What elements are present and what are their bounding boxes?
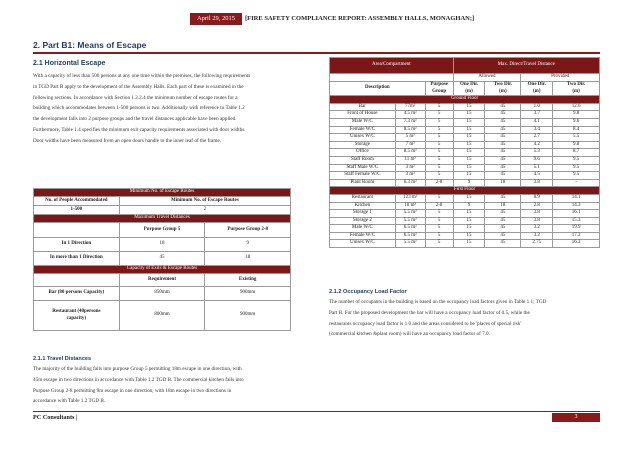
table-header: Existing: [205, 274, 291, 287]
table-cell: 9: [453, 179, 485, 187]
room-name-cell: Bar: [330, 103, 396, 111]
table-cell: 18: [485, 202, 521, 210]
table-cell: 14.1: [553, 194, 600, 202]
table-cell: 15: [453, 217, 485, 225]
table-row-label: In 1 Direction: [34, 238, 120, 252]
table-cell: 8.7: [553, 149, 600, 157]
table-row: [330, 134, 600, 142]
section-rule: [33, 52, 600, 54]
table-cell: 4.5 m²: [395, 111, 425, 119]
header-line: (m): [465, 88, 473, 94]
table-cell: 7.3 m²: [395, 118, 425, 126]
room-name-cell: Front of House: [330, 111, 396, 119]
table-cell: 6.5 m²: [395, 225, 425, 233]
table-cell: 15: [453, 172, 485, 180]
table-cell: 6.3 m²: [395, 179, 425, 187]
table-cell: 45: [119, 252, 205, 266]
table-cell: 16.1: [553, 210, 600, 218]
table-cell: 5: [425, 232, 453, 240]
text-line: Part B. For the proposed development the bar will have a occupancy load factor of 0.5, while the: [329, 309, 530, 316]
escape-requirements-table: [33, 188, 291, 331]
first-floor-banner: First Floor: [330, 187, 600, 195]
table-cell: 3.2: [521, 232, 553, 240]
table-cell: 4.5: [521, 172, 553, 180]
table-cell: [330, 74, 454, 82]
heading-occupancy-load-factor: 2.1.2 Occupancy Load Factor: [329, 289, 407, 295]
heading-travel-distances: 2.1.1 Travel Distances: [33, 356, 92, 362]
table-cell: 5: [425, 111, 453, 119]
header-date: April 29, 2015: [190, 13, 242, 25]
text-line: The majority of the building falls into purpose Group 5 permitting 18m escape in one direction, with: [33, 366, 242, 372]
page-footer: [33, 411, 600, 423]
table-row: [330, 126, 600, 134]
room-name-cell: Staff Female W/C: [330, 172, 396, 180]
table-cell: 5: [425, 134, 453, 142]
header-line: Purpose: [430, 82, 448, 87]
table-cell: 1.0: [521, 103, 553, 111]
text-line: Purpose Group 2-8 permitting 9m escape in one direction, with 18m escape in two directions in: [33, 387, 232, 394]
table-cell: -: [553, 179, 600, 187]
table-cell: [34, 223, 120, 238]
room-name-cell: Kitchen: [330, 202, 396, 210]
table-cell: 9.6: [553, 118, 600, 126]
table-cell: 5: [425, 103, 453, 111]
table-cell: 3.8: [521, 210, 553, 218]
text-line: Door widths have been measured from an open doors handle to the inner leaf of the frame.: [33, 137, 221, 144]
table-row: [330, 225, 600, 233]
table-row: [330, 118, 600, 126]
table-cell: 3.4: [521, 126, 553, 134]
table-cell: 2.8: [521, 202, 553, 210]
room-name-cell: Storage 1: [330, 210, 396, 218]
table-cell: 5.5 m²: [395, 210, 425, 218]
table-cell: 4.2: [521, 141, 553, 149]
header-line: (m): [572, 88, 580, 94]
first-floor-rows: [330, 194, 600, 247]
table-cell: 9.8: [553, 111, 600, 119]
table-cell: 45: [485, 141, 521, 149]
travel-distance-table: [329, 57, 600, 248]
table-cell: 9.6: [521, 156, 553, 164]
table-cell: 5: [425, 141, 453, 149]
header-line: Group: [432, 88, 447, 94]
table-cell: 3.8: [521, 179, 553, 187]
table-row: [330, 217, 600, 225]
table-cell: 5: [425, 240, 453, 248]
room-name-cell: Storage 2: [330, 217, 396, 225]
text-line: accordance with Table 1.2 TGD B.: [33, 398, 106, 405]
table-row-label: Bar (80 persons Capacity): [34, 287, 120, 301]
text-line: the development falls into 2 purpose groups and the travel distances applicable have been applied.: [33, 116, 237, 123]
table-cell: 123 m²: [395, 194, 425, 202]
room-name-cell: Male W/C: [330, 118, 396, 126]
table-cell: 5: [425, 225, 453, 233]
table-cell: 18: [205, 252, 291, 266]
text-line: (commercial kitchen &plant room) will have an occupancy load factor of 7.0.: [329, 331, 490, 338]
table-header: Minimum No. of Escape Routes: [119, 197, 290, 206]
table-cell: 45: [485, 217, 521, 225]
table-cell: 45: [485, 126, 521, 134]
header-line: (m): [532, 88, 541, 94]
paragraph-travel-distances: [33, 364, 305, 407]
table-cell: 9.5: [553, 156, 600, 164]
table-cell: 45: [485, 210, 521, 218]
text-line: in TGD Part B apply to the development of the Assembly Halls. Each part of these is examined in the: [33, 83, 244, 90]
text-line: following sections. In accordance with Section 1.2.2.4 the minimum number of escape routes for a: [33, 94, 238, 101]
table-cell: 9: [453, 202, 485, 210]
table-row: [330, 141, 600, 149]
table-row: [330, 156, 600, 164]
table-cell: 17.2: [553, 232, 600, 240]
text-line: 45m escape in two directions in accordance with Table 1.2 TGD B. The commercial kitchen falls into: [33, 376, 244, 383]
table-cell: 5: [425, 164, 453, 172]
table-cell: 45: [485, 118, 521, 126]
table-title: Capacity of Exits & Escape Routes: [34, 266, 291, 274]
page-number: 3: [552, 413, 600, 422]
table-cell: 9: [205, 238, 291, 252]
table-cell: 5: [425, 149, 453, 157]
text-line: The number of occupants in the building is based on the occupancy load factors given in Table 1.1; TGD: [329, 299, 547, 305]
table-cell: 45: [485, 103, 521, 111]
paragraph-horizontal-escape: [33, 71, 305, 147]
table-cell: 45: [485, 194, 521, 202]
table-cell: 45: [485, 240, 521, 248]
table-cell: 18: [119, 238, 205, 252]
table-cell: 45: [485, 111, 521, 119]
table-cell: 7 m²: [395, 141, 425, 149]
table-row-label: In more than 1 Direction: [34, 252, 120, 266]
table-row: [330, 210, 600, 218]
table-cell: 5: [425, 126, 453, 134]
room-name-cell: Unisex W/C: [330, 134, 396, 142]
table-cell: 5: [425, 118, 453, 126]
table-cell: 5.5 m²: [395, 217, 425, 225]
table-cell: 15: [453, 118, 485, 126]
one-dir-header: [521, 82, 553, 96]
room-name-cell: Staff Room: [330, 156, 396, 164]
table-cell: 900mm: [205, 301, 291, 331]
table-cell: 15: [453, 126, 485, 134]
room-name-cell: Male W/C: [330, 225, 396, 233]
table-cell: 45: [485, 164, 521, 172]
table-cell: 9.5: [553, 164, 600, 172]
one-dir-header: [453, 82, 485, 96]
row-label-line: capacity): [66, 315, 87, 321]
table-cell: 2.75: [521, 240, 553, 248]
table-cell: 15: [453, 156, 485, 164]
table-cell: 15: [453, 210, 485, 218]
column-group-header: Max. Direct/Travel Distance: [453, 58, 599, 74]
heading-horizontal-escape: 2.1 Horizontal Escape: [33, 60, 106, 67]
table-cell: 15: [453, 164, 485, 172]
row-label-line: Restaurant (40persons: [52, 308, 101, 314]
table-cell: 3.7: [521, 111, 553, 119]
table-cell: 5 m²: [395, 134, 425, 142]
table-cell: 800mm: [119, 301, 205, 331]
table-cell: 45: [485, 156, 521, 164]
table-row: [330, 164, 600, 172]
table-cell: 2-8: [425, 202, 453, 210]
table-cell: 850mm: [119, 287, 205, 301]
table-title: Minimum No. of Escape Routes: [34, 189, 291, 197]
table-cell: 45: [485, 149, 521, 157]
table-cell: 15: [453, 141, 485, 149]
table-row: [330, 149, 600, 157]
table-title: Maximum Travel Distances: [34, 215, 291, 223]
table-header: Requirement: [119, 274, 205, 287]
table-cell: 8.9: [521, 194, 553, 202]
table-cell: 5: [425, 217, 453, 225]
table-row: [330, 202, 600, 210]
footer-company: PC Consultants |: [33, 414, 78, 421]
table-cell: 5: [425, 194, 453, 202]
table-cell: 5: [425, 210, 453, 218]
table-cell: 18 m²: [395, 202, 425, 210]
table-cell: 8.4: [553, 126, 600, 134]
header-line: (m): [499, 88, 507, 94]
table-cell: 15: [453, 194, 485, 202]
table-cell: 4.1: [521, 118, 553, 126]
table-cell: 2: [119, 206, 290, 215]
purpose-group-header: [425, 82, 453, 96]
table-cell: 15: [453, 111, 485, 119]
table-cell: 77m²: [395, 103, 425, 111]
table-cell: 45: [485, 232, 521, 240]
ground-floor-banner: Ground Floor: [330, 96, 600, 104]
table-cell: [34, 274, 120, 287]
room-name-cell: Female W/C: [330, 126, 396, 134]
table-row-label: [34, 301, 120, 331]
table-cell: 15: [453, 225, 485, 233]
table-row: [330, 232, 600, 240]
page-header: [33, 13, 600, 25]
table-row: [330, 194, 600, 202]
room-name-cell: Storage: [330, 141, 396, 149]
text-line: With a capacity of less than 500 persons at any one time within the premises, the following requirements: [33, 73, 251, 79]
table-row: [330, 172, 600, 180]
table-cell: 8.5 m²: [395, 126, 425, 134]
table-cell: 15: [453, 134, 485, 142]
table-cell: 1-500: [34, 206, 120, 215]
table-cell: 5.5: [553, 134, 600, 142]
table-cell: 11 m²: [395, 156, 425, 164]
table-cell: 45: [485, 172, 521, 180]
table-cell: 45: [485, 225, 521, 233]
paragraph-occupancy-load-factor: [329, 297, 600, 340]
section-title: 2. Part B1: Means of Escape: [33, 40, 147, 50]
ground-floor-rows: [330, 103, 600, 187]
table-cell: 19.9: [553, 225, 600, 233]
table-cell: 15: [453, 240, 485, 248]
two-dir-header: [485, 82, 521, 96]
table-header: No. of People Accommodated: [34, 197, 120, 206]
table-cell: 5: [425, 156, 453, 164]
allowed-header: Allowed: [453, 74, 521, 82]
table-cell: 6.5 m²: [395, 232, 425, 240]
table-header: Purpose Group 2-8: [205, 223, 291, 238]
table-row: [330, 111, 600, 119]
table-cell: 3 m²: [395, 164, 425, 172]
text-line: restaurants occupancy load factor is 1.0 and the areas considered to be 'places of special risk': [329, 320, 522, 327]
text-line: building which accommodates between 1-500 persons is two. Additionally with reference to Table 1.2: [33, 105, 245, 112]
table-cell: 18: [485, 179, 521, 187]
room-name-cell: Plant Room: [330, 179, 396, 187]
description-header: Description: [330, 82, 426, 96]
table-cell: 9.5: [553, 172, 600, 180]
table-cell: 3.2: [521, 225, 553, 233]
table-cell: 3.8: [521, 217, 553, 225]
table-cell: 45: [485, 134, 521, 142]
provided-header: Provided: [521, 74, 600, 82]
table-cell: 2-8: [425, 179, 453, 187]
table-row: [330, 103, 600, 111]
room-name-cell: Staff Male W/C: [330, 164, 396, 172]
table-cell: 15: [453, 103, 485, 111]
header-line: Two Dir.: [566, 82, 586, 87]
room-name-cell: Unisex W/C: [330, 240, 396, 248]
room-name-cell: Office: [330, 149, 396, 157]
table-cell: 5.3: [521, 149, 553, 157]
table-row: [330, 179, 600, 187]
table-cell: 15: [453, 232, 485, 240]
table-cell: 16.3: [553, 240, 600, 248]
table-cell: 8.5 m²: [395, 149, 425, 157]
table-cell: 9.8: [553, 141, 600, 149]
table-header: Purpose Group 5: [119, 223, 205, 238]
header-title: [FIRE SAFETY COMPLIANCE REPORT: ASSEMBLY HALLS, MONAGHAN;]: [245, 15, 475, 22]
table-cell: 12.6: [553, 103, 600, 111]
table-cell: 5.5 m²: [395, 240, 425, 248]
header-line: One Dir.: [527, 82, 546, 87]
table-cell: 15.3: [553, 217, 600, 225]
table-cell: 5.1: [521, 164, 553, 172]
room-name-cell: Restaurant: [330, 194, 396, 202]
table-row: [330, 240, 600, 248]
table-cell: 900mm: [205, 287, 291, 301]
header-line: Two Dir.: [493, 82, 513, 87]
table-cell: 5: [425, 172, 453, 180]
table-cell: 3 m²: [395, 172, 425, 180]
table-cell: 2.7: [521, 134, 553, 142]
table-cell: 14.3: [553, 202, 600, 210]
text-line: Furthermore, Table 1.4 specifies the minimum exit capacity requirements associated with door widths.: [33, 126, 246, 133]
two-dir-header: [553, 82, 600, 96]
header-line: One Dir.: [459, 82, 479, 87]
column-group-header: Area/Compartment: [330, 58, 454, 74]
room-name-cell: Female W/C: [330, 232, 396, 240]
table-cell: 15: [453, 149, 485, 157]
